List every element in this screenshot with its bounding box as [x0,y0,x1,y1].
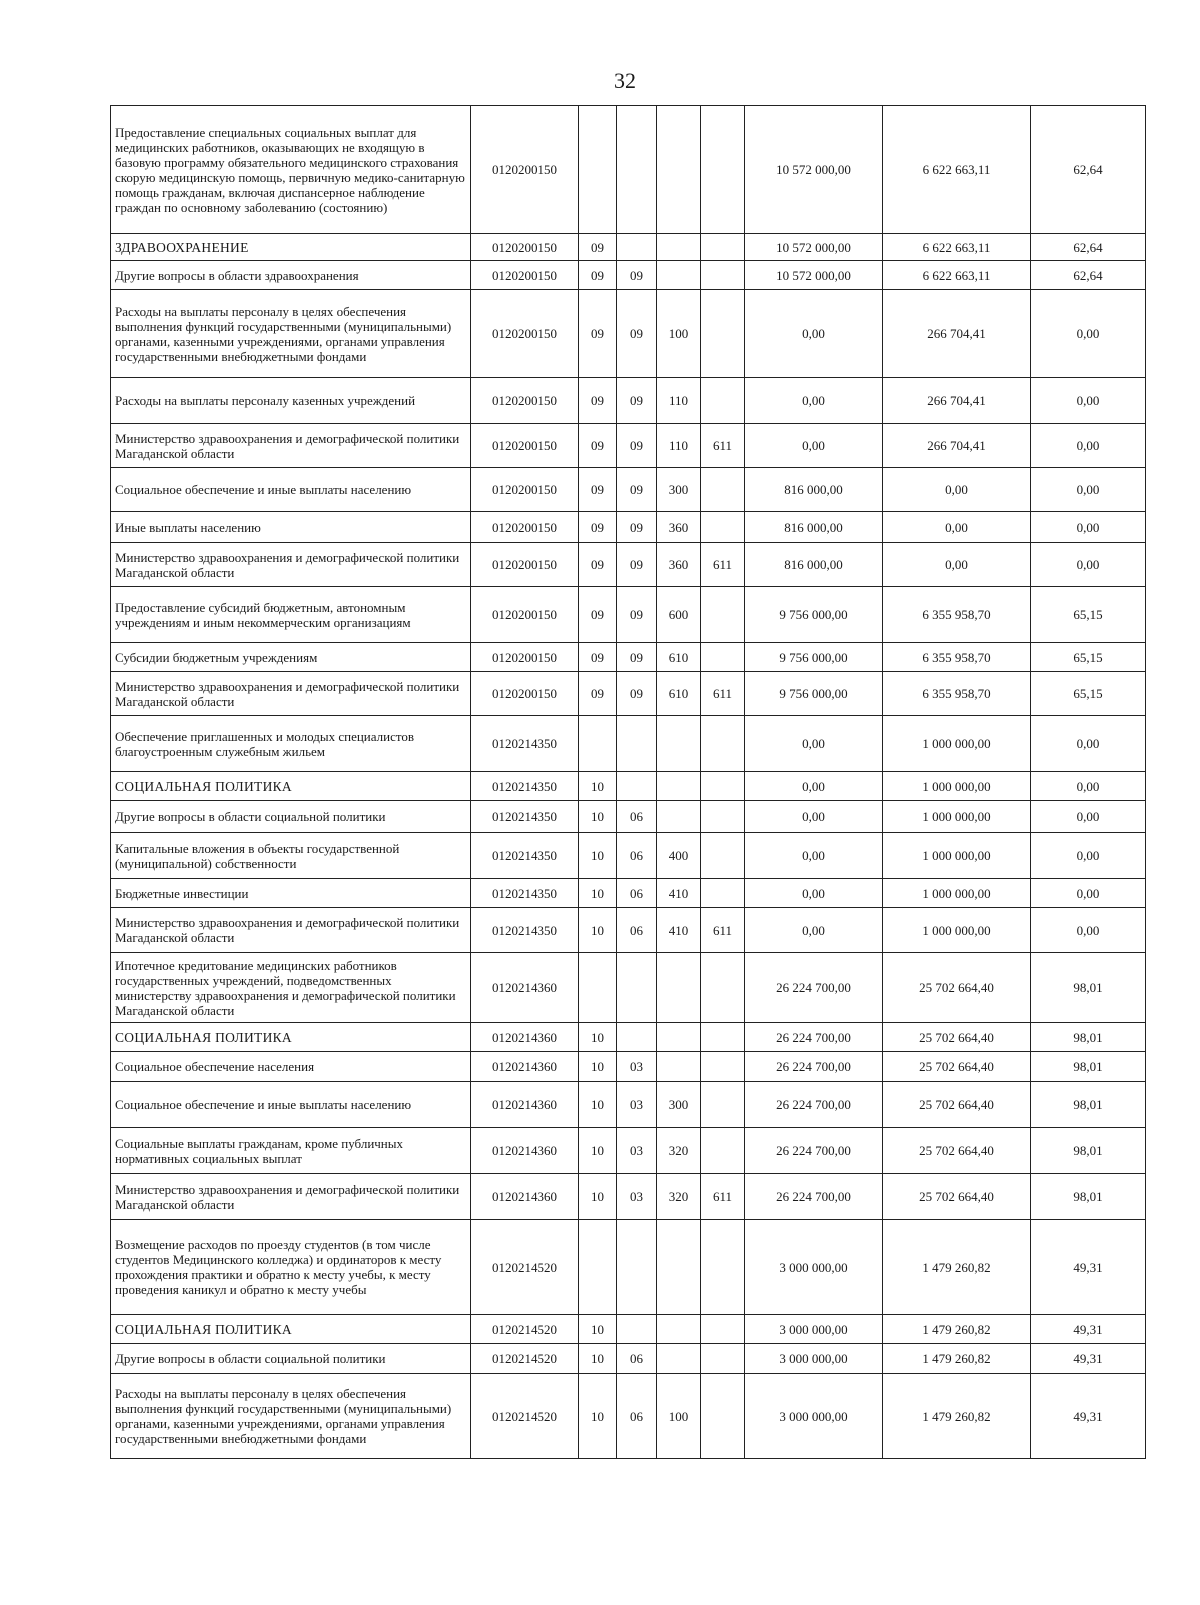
admin-code: 611 [701,424,745,468]
section-code: 10 [579,833,617,879]
execution-percent: 65,15 [1031,643,1146,672]
expense-type-code: 360 [657,543,701,587]
execution-percent: 0,00 [1031,512,1146,543]
table-row [111,1023,1146,1052]
table-body [111,106,1146,1459]
planned-amount: 3 000 000,00 [745,1374,883,1459]
expense-type-code: 360 [657,512,701,543]
target-code: 0120214360 [471,1174,579,1220]
row-name: Предоставление субсидий бюджетным, автономным учреждениям и иным некоммерческим организациям [111,587,471,643]
expense-type-code [657,1344,701,1374]
subsection-code: 06 [617,1374,657,1459]
admin-code [701,1128,745,1174]
admin-code [701,1220,745,1315]
planned-amount: 26 224 700,00 [745,953,883,1023]
row-name: Министерство здравоохранения и демографической политики Магаданской области [111,908,471,953]
table-row [111,879,1146,908]
expense-type-code: 300 [657,468,701,512]
table-row [111,290,1146,378]
subsection-code: 09 [617,290,657,378]
planned-amount: 0,00 [745,424,883,468]
execution-percent: 0,00 [1031,908,1146,953]
subsection-code: 09 [617,378,657,424]
table-row [111,234,1146,261]
target-code: 0120200150 [471,378,579,424]
section-code: 09 [579,290,617,378]
admin-code [701,290,745,378]
actual-amount: 1 479 260,82 [883,1374,1031,1459]
admin-code [701,1052,745,1082]
planned-amount: 26 224 700,00 [745,1174,883,1220]
section-code: 10 [579,1023,617,1052]
planned-amount: 0,00 [745,879,883,908]
table-row [111,1082,1146,1128]
admin-code: 611 [701,672,745,716]
expense-type-code: 610 [657,672,701,716]
row-name: Предоставление специальных социальных выплат для медицинских работников, оказывающих не входящую в базовую программу обязательного медицинского страхования скорую медицинскую помощь, первичную медико-санитарную помощь гражданам, включая диспансерное наблюдение граждан по основному заболеванию (состоянию) [111,106,471,234]
admin-code [701,1315,745,1344]
execution-percent: 98,01 [1031,1082,1146,1128]
row-name: СОЦИАЛЬНАЯ ПОЛИТИКА [111,772,471,801]
row-name: Расходы на выплаты персоналу в целях обеспечения выполнения функций государственными (муниципальными) органами, казенными учреждениями, органами управления государственными внебюджетными фондами [111,1374,471,1459]
target-code: 0120214360 [471,953,579,1023]
admin-code: 611 [701,543,745,587]
section-code: 09 [579,378,617,424]
planned-amount: 0,00 [745,290,883,378]
execution-percent: 98,01 [1031,1128,1146,1174]
subsection-code: 03 [617,1128,657,1174]
expense-type-code [657,1315,701,1344]
subsection-code: 06 [617,908,657,953]
planned-amount: 3 000 000,00 [745,1220,883,1315]
actual-amount: 25 702 664,40 [883,1128,1031,1174]
admin-code [701,1374,745,1459]
expense-type-code: 320 [657,1174,701,1220]
planned-amount: 9 756 000,00 [745,643,883,672]
planned-amount: 0,00 [745,378,883,424]
target-code: 0120214520 [471,1315,579,1344]
table-row [111,587,1146,643]
execution-percent: 62,64 [1031,261,1146,290]
actual-amount: 0,00 [883,468,1031,512]
target-code: 0120214520 [471,1374,579,1459]
execution-percent: 49,31 [1031,1344,1146,1374]
section-code: 10 [579,1315,617,1344]
expense-type-code [657,1220,701,1315]
table-row [111,643,1146,672]
expense-type-code [657,772,701,801]
row-name: Социальное обеспечение и иные выплаты населению [111,468,471,512]
actual-amount: 1 000 000,00 [883,716,1031,772]
planned-amount: 9 756 000,00 [745,672,883,716]
execution-percent: 65,15 [1031,672,1146,716]
planned-amount: 10 572 000,00 [745,234,883,261]
section-code: 09 [579,261,617,290]
section-code: 09 [579,424,617,468]
table-row [111,833,1146,879]
table-row [111,716,1146,772]
section-code: 09 [579,672,617,716]
section-code: 09 [579,643,617,672]
planned-amount: 26 224 700,00 [745,1082,883,1128]
actual-amount: 266 704,41 [883,378,1031,424]
target-code: 0120200150 [471,672,579,716]
target-code: 0120200150 [471,543,579,587]
row-name: Обеспечение приглашенных и молодых специалистов благоустроенным служебным жильем [111,716,471,772]
execution-percent: 49,31 [1031,1315,1146,1344]
row-name: Другие вопросы в области здравоохранения [111,261,471,290]
planned-amount: 10 572 000,00 [745,106,883,234]
row-name: Расходы на выплаты персоналу в целях обеспечения выполнения функций государственными (муниципальными) органами, казенными учреждениями, органами управления государственными внебюджетными фондами [111,290,471,378]
execution-percent: 0,00 [1031,879,1146,908]
target-code: 0120214360 [471,1052,579,1082]
target-code: 0120214350 [471,772,579,801]
target-code: 0120214520 [471,1344,579,1374]
table-row [111,953,1146,1023]
target-code: 0120214360 [471,1023,579,1052]
actual-amount: 0,00 [883,512,1031,543]
subsection-code: 03 [617,1082,657,1128]
execution-percent: 98,01 [1031,1023,1146,1052]
actual-amount: 1 000 000,00 [883,801,1031,833]
subsection-code: 09 [617,261,657,290]
target-code: 0120214350 [471,801,579,833]
table-row [111,1344,1146,1374]
section-code: 10 [579,879,617,908]
row-name: Министерство здравоохранения и демографической политики Магаданской области [111,424,471,468]
actual-amount: 6 355 958,70 [883,643,1031,672]
admin-code [701,772,745,801]
admin-code [701,512,745,543]
subsection-code: 09 [617,468,657,512]
admin-code [701,106,745,234]
actual-amount: 6 355 958,70 [883,672,1031,716]
section-code: 10 [579,1052,617,1082]
section-code: 09 [579,543,617,587]
execution-percent: 49,31 [1031,1374,1146,1459]
subsection-code: 09 [617,587,657,643]
actual-amount: 1 000 000,00 [883,879,1031,908]
table-row [111,1315,1146,1344]
admin-code: 611 [701,1174,745,1220]
actual-amount: 266 704,41 [883,424,1031,468]
table-row [111,772,1146,801]
subsection-code: 06 [617,801,657,833]
expense-type-code: 320 [657,1128,701,1174]
row-name: Министерство здравоохранения и демографической политики Магаданской области [111,1174,471,1220]
target-code: 0120214350 [471,908,579,953]
execution-percent: 49,31 [1031,1220,1146,1315]
expense-type-code [657,261,701,290]
subsection-code: 09 [617,424,657,468]
actual-amount: 6 622 663,11 [883,261,1031,290]
table-row [111,672,1146,716]
execution-percent: 0,00 [1031,833,1146,879]
row-name: Другие вопросы в области социальной политики [111,801,471,833]
admin-code [701,716,745,772]
admin-code [701,587,745,643]
subsection-code [617,106,657,234]
subsection-code: 06 [617,833,657,879]
row-name: СОЦИАЛЬНАЯ ПОЛИТИКА [111,1315,471,1344]
execution-percent: 62,64 [1031,234,1146,261]
expense-type-code: 110 [657,424,701,468]
admin-code [701,1344,745,1374]
actual-amount: 6 622 663,11 [883,234,1031,261]
target-code: 0120200150 [471,290,579,378]
actual-amount: 25 702 664,40 [883,1052,1031,1082]
planned-amount: 0,00 [745,801,883,833]
section-code [579,953,617,1023]
row-name: Капитальные вложения в объекты государственной (муниципальной) собственности [111,833,471,879]
table-row [111,1128,1146,1174]
budget-table [110,105,1146,1459]
page-number: 32 [614,68,636,93]
subsection-code: 09 [617,643,657,672]
planned-amount: 0,00 [745,772,883,801]
expense-type-code [657,1052,701,1082]
actual-amount: 1 000 000,00 [883,908,1031,953]
subsection-code: 09 [617,543,657,587]
expense-type-code: 300 [657,1082,701,1128]
expense-type-code [657,716,701,772]
section-code: 10 [579,1082,617,1128]
expense-type-code: 410 [657,879,701,908]
actual-amount: 1 479 260,82 [883,1220,1031,1315]
planned-amount: 3 000 000,00 [745,1344,883,1374]
target-code: 0120200150 [471,261,579,290]
expense-type-code [657,1023,701,1052]
table-row [111,1374,1146,1459]
execution-percent: 0,00 [1031,801,1146,833]
subsection-code: 06 [617,1344,657,1374]
planned-amount: 9 756 000,00 [745,587,883,643]
expense-type-code: 110 [657,378,701,424]
table-row [111,261,1146,290]
planned-amount: 816 000,00 [745,468,883,512]
execution-percent: 98,01 [1031,1052,1146,1082]
planned-amount: 10 572 000,00 [745,261,883,290]
expense-type-code: 610 [657,643,701,672]
row-name: Бюджетные инвестиции [111,879,471,908]
execution-percent: 0,00 [1031,290,1146,378]
actual-amount: 6 355 958,70 [883,587,1031,643]
section-code: 09 [579,512,617,543]
subsection-code: 03 [617,1052,657,1082]
execution-percent: 98,01 [1031,953,1146,1023]
row-name: Социальное обеспечение населения [111,1052,471,1082]
planned-amount: 26 224 700,00 [745,1052,883,1082]
target-code: 0120214360 [471,1082,579,1128]
section-code [579,716,617,772]
target-code: 0120200150 [471,468,579,512]
section-code: 09 [579,468,617,512]
planned-amount: 816 000,00 [745,543,883,587]
table-row [111,1220,1146,1315]
admin-code [701,261,745,290]
table-row [111,424,1146,468]
target-code: 0120200150 [471,234,579,261]
actual-amount: 25 702 664,40 [883,1082,1031,1128]
subsection-code: 03 [617,1174,657,1220]
row-name: Другие вопросы в области социальной политики [111,1344,471,1374]
section-code: 10 [579,1374,617,1459]
section-code: 09 [579,234,617,261]
admin-code [701,234,745,261]
table-row [111,543,1146,587]
admin-code [701,879,745,908]
planned-amount: 0,00 [745,833,883,879]
target-code: 0120200150 [471,512,579,543]
admin-code [701,953,745,1023]
row-name: Социальные выплаты гражданам, кроме публичных нормативных социальных выплат [111,1128,471,1174]
expense-type-code: 100 [657,1374,701,1459]
execution-percent: 0,00 [1031,378,1146,424]
table-row [111,908,1146,953]
target-code: 0120214360 [471,1128,579,1174]
actual-amount: 0,00 [883,543,1031,587]
section-code: 10 [579,801,617,833]
expense-type-code: 100 [657,290,701,378]
expense-type-code [657,234,701,261]
admin-code [701,1082,745,1128]
actual-amount: 1 479 260,82 [883,1315,1031,1344]
row-name: ЗДРАВООХРАНЕНИЕ [111,234,471,261]
actual-amount: 1 000 000,00 [883,772,1031,801]
table-row [111,512,1146,543]
target-code: 0120214350 [471,833,579,879]
subsection-code [617,716,657,772]
subsection-code [617,234,657,261]
row-name: Расходы на выплаты персоналу казенных учреждений [111,378,471,424]
admin-code [701,1023,745,1052]
section-code: 10 [579,1128,617,1174]
admin-code [701,643,745,672]
subsection-code: 09 [617,512,657,543]
execution-percent: 0,00 [1031,468,1146,512]
execution-percent: 98,01 [1031,1174,1146,1220]
actual-amount: 25 702 664,40 [883,1174,1031,1220]
planned-amount: 26 224 700,00 [745,1023,883,1052]
execution-percent: 0,00 [1031,716,1146,772]
subsection-code [617,953,657,1023]
subsection-code: 06 [617,879,657,908]
execution-percent: 0,00 [1031,543,1146,587]
admin-code [701,468,745,512]
expense-type-code: 400 [657,833,701,879]
actual-amount: 266 704,41 [883,290,1031,378]
row-name: СОЦИАЛЬНАЯ ПОЛИТИКА [111,1023,471,1052]
row-name: Ипотечное кредитование медицинских работников государственных учреждений, подведомственных министерству здравоохранения и демографической политики Магаданской области [111,953,471,1023]
admin-code [701,801,745,833]
table-row [111,468,1146,512]
target-code: 0120200150 [471,106,579,234]
subsection-code [617,1023,657,1052]
admin-code [701,833,745,879]
table-row [111,801,1146,833]
actual-amount: 6 622 663,11 [883,106,1031,234]
row-name: Иные выплаты населению [111,512,471,543]
row-name: Министерство здравоохранения и демографической политики Магаданской области [111,672,471,716]
section-code: 10 [579,1174,617,1220]
section-code [579,106,617,234]
target-code: 0120200150 [471,424,579,468]
subsection-code [617,1220,657,1315]
actual-amount: 1 479 260,82 [883,1344,1031,1374]
planned-amount: 3 000 000,00 [745,1315,883,1344]
table-row [111,378,1146,424]
planned-amount: 816 000,00 [745,512,883,543]
target-code: 0120200150 [471,587,579,643]
expense-type-code: 600 [657,587,701,643]
execution-percent: 0,00 [1031,424,1146,468]
subsection-code [617,1315,657,1344]
section-code: 10 [579,908,617,953]
target-code: 0120214350 [471,716,579,772]
actual-amount: 25 702 664,40 [883,953,1031,1023]
execution-percent: 0,00 [1031,772,1146,801]
row-name: Социальное обеспечение и иные выплаты населению [111,1082,471,1128]
expense-type-code: 410 [657,908,701,953]
section-code: 10 [579,1344,617,1374]
row-name: Субсидии бюджетным учреждениям [111,643,471,672]
section-code: 10 [579,772,617,801]
planned-amount: 0,00 [745,716,883,772]
planned-amount: 26 224 700,00 [745,1128,883,1174]
actual-amount: 25 702 664,40 [883,1023,1031,1052]
target-code: 0120214350 [471,879,579,908]
expense-type-code [657,801,701,833]
execution-percent: 65,15 [1031,587,1146,643]
section-code [579,1220,617,1315]
expense-type-code [657,953,701,1023]
target-code: 0120200150 [471,643,579,672]
table-row [111,106,1146,234]
admin-code [701,378,745,424]
actual-amount: 1 000 000,00 [883,833,1031,879]
row-name: Министерство здравоохранения и демографической политики Магаданской области [111,543,471,587]
admin-code: 611 [701,908,745,953]
table-row [111,1174,1146,1220]
planned-amount: 0,00 [745,908,883,953]
target-code: 0120214520 [471,1220,579,1315]
subsection-code [617,772,657,801]
section-code: 09 [579,587,617,643]
execution-percent: 62,64 [1031,106,1146,234]
table-row [111,1052,1146,1082]
subsection-code: 09 [617,672,657,716]
expense-type-code [657,106,701,234]
row-name: Возмещение расходов по проезду студентов (в том числе студентов Медицинского колледжа) и ординаторов к месту прохождения практики и обратно к месту учебы, к месту проведения каникул и обратно к месту учебы [111,1220,471,1315]
